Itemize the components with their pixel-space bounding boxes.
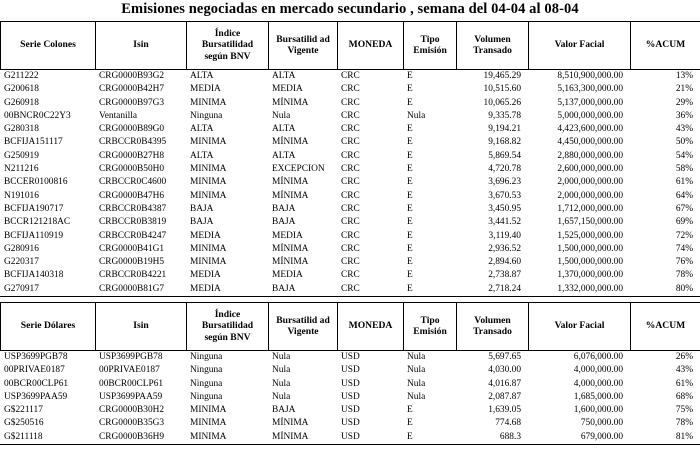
table-row — [1, 216, 700, 229]
cell-valor-facial: 5,000,000,000.00 — [557, 110, 623, 121]
column-header-moneda: MONEDA — [338, 21, 404, 69]
cell-bursatilidad-vigente: Nula — [272, 110, 291, 121]
cell-isin: USP3699PAA59 — [99, 391, 163, 402]
cell-serie: 00BCR00CLP61 — [4, 378, 69, 389]
table-row — [1, 110, 700, 123]
cell-tipo-emision: Nula — [407, 391, 426, 402]
cell-valor-facial: 6,076,000.00 — [573, 351, 623, 362]
cell-isin: USP3699PGB78 — [99, 351, 163, 362]
cell-isin: CRG0000B89G0 — [99, 124, 165, 135]
table-row — [1, 350, 700, 364]
cell-indice-bursatilidad: Ninguna — [190, 391, 223, 402]
cell-moneda: CRC — [341, 110, 360, 121]
cell-indice-bursatilidad: MINIMA — [190, 164, 227, 175]
cell-serie: G$211118 — [1, 431, 96, 445]
cell-volumen-transado: 3,119.40 — [488, 230, 521, 241]
cell-valor-facial: 5,163,300,000.00 — [557, 84, 623, 95]
cell-acum: 26% — [675, 351, 693, 362]
cell-bursatilidad-vigente: MEDIA — [272, 230, 303, 241]
cell-bursatilidad-vigente: ALTA — [272, 150, 296, 161]
cell-isin: CRG0000B42H7 — [99, 84, 165, 95]
cell-valor-facial: 4,450,000,000.00 — [557, 137, 623, 148]
cell-tipo-emision: E — [407, 84, 413, 95]
column-header-moneda: MONEDA — [338, 302, 404, 350]
cell-volumen-transado: 3,696.23 — [488, 177, 521, 188]
cell-acum: 68% — [675, 391, 693, 402]
cell-indice-bursatilidad: MEDIA — [187, 283, 269, 297]
cell-indice-bursatilidad: Ninguna — [190, 365, 223, 376]
table-body-dolares — [1, 350, 700, 444]
column-header-indice-bursatilidad: Índice Bursatilidad según BNV — [187, 21, 269, 69]
table-row — [1, 123, 700, 136]
cell-isin: CRG0000B19H5 — [99, 257, 165, 268]
cell-tipo-emision: E — [404, 283, 457, 297]
cell-volumen-transado: 19,465.29 — [483, 70, 521, 81]
cell-indice-bursatilidad: ALTA — [190, 124, 214, 135]
cell-bursatilidad-vigente: BAJA — [272, 217, 296, 228]
cell-tipo-emision: E — [407, 405, 413, 416]
cell-acum: 69% — [675, 217, 693, 228]
cell-isin: 00PRIVAE0187 — [99, 365, 160, 376]
cell-moneda: CRC — [341, 177, 360, 188]
table-row — [1, 97, 700, 110]
table-row — [1, 136, 700, 149]
cell-volumen-transado: 3,441.52 — [488, 217, 521, 228]
cell-tipo-emision: E — [407, 217, 413, 228]
column-header-volumen-transado: Volumen Transado — [457, 21, 529, 69]
cell-valor-facial: 679,000.00 — [529, 431, 631, 445]
cell-moneda: USD — [338, 431, 404, 445]
cell-moneda: CRC — [341, 243, 360, 254]
cell-serie: 00BNCR0C22Y3 — [4, 110, 71, 121]
cell-valor-facial: 1,712,000,000.00 — [557, 203, 623, 214]
cell-tipo-emision: Nula — [407, 110, 426, 121]
cell-bursatilidad-vigente: MÍNIMA — [272, 243, 309, 254]
cell-moneda: CRC — [341, 164, 360, 175]
cell-bursatilidad-vigente: Nula — [272, 351, 291, 362]
cell-tipo-emision: E — [407, 203, 413, 214]
cell-moneda: CRC — [341, 150, 360, 161]
cell-tipo-emision: E — [407, 190, 413, 201]
cell-bursatilidad-vigente: BAJA — [272, 405, 296, 416]
cell-moneda: CRC — [341, 97, 360, 108]
cell-isin: CRG0000B41G1 — [99, 243, 165, 254]
cell-indice-bursatilidad: MINIMA — [190, 190, 227, 201]
cell-isin: CRG0000B30H2 — [99, 405, 165, 416]
cell-tipo-emision: E — [407, 418, 413, 429]
cell-valor-facial: 1,657,150,000.00 — [557, 217, 623, 228]
cell-acum: 76% — [675, 257, 693, 268]
cell-tipo-emision: E — [407, 124, 413, 135]
cell-acum: 81% — [631, 431, 700, 445]
cell-volumen-transado: 9,335.78 — [488, 110, 521, 121]
cell-bursatilidad-vigente: MÍNIMA — [272, 137, 309, 148]
cell-volumen-transado: 10,515.60 — [483, 84, 521, 95]
cell-bursatilidad-vigente: MÍNIMA — [272, 97, 309, 108]
cell-serie: BCCER0100816 — [4, 177, 68, 188]
cell-volumen-transado: 9,194.21 — [488, 124, 521, 135]
cell-indice-bursatilidad: MINIMA — [190, 257, 227, 268]
column-header-serie-dolares: Serie Dólares — [1, 302, 96, 350]
cell-acum: 75% — [675, 405, 693, 416]
cell-moneda: CRC — [341, 230, 360, 241]
cell-tipo-emision: E — [407, 270, 413, 281]
table-colones — [0, 21, 700, 297]
column-header-volumen-transado: Volumen Transado — [457, 302, 529, 350]
cell-serie: BCFIJA190717 — [4, 203, 64, 214]
cell-volumen-transado: 3,450.95 — [488, 203, 521, 214]
page-title: Emisiones negociadas en mercado secundario , semana del 04-04 al 08-04 — [121, 1, 579, 17]
table-row — [1, 378, 700, 391]
cell-valor-facial: 2,880,000,000.00 — [557, 150, 623, 161]
table-row — [1, 163, 700, 176]
cell-acum: 29% — [675, 97, 693, 108]
cell-serie: USP3699PAA59 — [4, 391, 68, 402]
cell-valor-facial: 1,332,000,000.00 — [529, 283, 631, 297]
cell-indice-bursatilidad: BAJA — [190, 203, 214, 214]
cell-isin: CRBCCR0B3819 — [99, 217, 167, 228]
cell-valor-facial: 1,500,000,000.00 — [557, 257, 623, 268]
cell-serie: G270917 — [1, 283, 96, 297]
cell-valor-facial: 1,525,000,000.00 — [557, 230, 623, 241]
cell-bursatilidad-vigente: Nula — [272, 365, 291, 376]
cell-isin: CRG0000B93G2 — [99, 70, 165, 81]
cell-isin: CRBCCR0B4247 — [99, 230, 167, 241]
cell-volumen-transado: 774.68 — [495, 418, 521, 429]
cell-acum: 78% — [675, 418, 693, 429]
cell-serie: 00PRIVAE0187 — [4, 365, 65, 376]
cell-volumen-transado: 2,894.60 — [488, 257, 521, 268]
cell-serie: G260918 — [4, 97, 39, 108]
table-row — [1, 431, 700, 445]
cell-acum: 72% — [675, 230, 693, 241]
cell-volumen-transado: 9,168.82 — [488, 137, 521, 148]
cell-acum: 21% — [675, 84, 693, 95]
cell-tipo-emision: E — [407, 257, 413, 268]
cell-indice-bursatilidad: MINIMA — [190, 177, 227, 188]
cell-serie: G280318 — [4, 124, 39, 135]
cell-indice-bursatilidad: MINIMA — [190, 137, 227, 148]
cell-moneda: CRC — [341, 203, 360, 214]
cell-isin: 00BCR00CLP61 — [99, 378, 164, 389]
cell-tipo-emision: E — [407, 177, 413, 188]
cell-tipo-emision: E — [407, 164, 413, 175]
cell-tipo-emision: E — [407, 150, 413, 161]
cell-isin: CRBCCR0C4600 — [99, 177, 167, 188]
cell-volumen-transado: 4,030.00 — [488, 365, 521, 376]
cell-moneda: CRC — [341, 190, 360, 201]
cell-acum: 61% — [675, 177, 693, 188]
cell-moneda: CRC — [338, 283, 404, 297]
column-header-serie: Serie Colones — [1, 21, 96, 69]
cell-volumen-transado: 1,639.05 — [488, 405, 521, 416]
table-row — [1, 243, 700, 256]
cell-tipo-emision: E — [407, 137, 413, 148]
cell-valor-facial: 1,370,000,000.00 — [557, 270, 623, 281]
cell-valor-facial: 1,500,000,000.00 — [557, 243, 623, 254]
cell-isin: CRG0000B35G3 — [99, 418, 165, 429]
table-row — [1, 404, 700, 417]
cell-indice-bursatilidad: MEDIA — [190, 84, 221, 95]
table-row — [1, 230, 700, 243]
cell-bursatilidad-vigente: ALTA — [272, 124, 296, 135]
table-row — [1, 176, 700, 189]
cell-bursatilidad-vigente: BAJA — [269, 283, 338, 297]
cell-tipo-emision: Nula — [407, 365, 426, 376]
cell-indice-bursatilidad: MINIMA — [190, 243, 227, 254]
cell-indice-bursatilidad: MINIMA — [190, 418, 227, 429]
cell-tipo-emision: Nula — [407, 351, 426, 362]
column-header-acum: %ACUM — [631, 302, 700, 350]
cell-serie: G200618 — [4, 84, 39, 95]
column-header-valor-facial: Valor Facial — [529, 302, 631, 350]
cell-serie: BCFIJA140318 — [4, 270, 64, 281]
table-row — [1, 69, 700, 83]
cell-indice-bursatilidad: MINIMA — [190, 405, 227, 416]
cell-volumen-transado: 5,697.65 — [488, 351, 521, 362]
cell-serie: G280916 — [4, 243, 39, 254]
cell-valor-facial: 4,423,600,000.00 — [557, 124, 623, 135]
cell-isin: CRG0000B36H9 — [96, 431, 187, 445]
cell-serie: BCCR121218AC — [4, 217, 71, 228]
cell-isin: CRG0000B81G7 — [96, 283, 187, 297]
cell-acum: 50% — [675, 137, 693, 148]
table-dolares — [0, 302, 700, 445]
cell-volumen-transado: 688.3 — [457, 431, 529, 445]
cell-moneda: CRC — [341, 217, 360, 228]
cell-indice-bursatilidad: MEDIA — [190, 230, 221, 241]
cell-bursatilidad-vigente: MÍNIMA — [272, 418, 309, 429]
column-header-acum: %ACUM — [631, 21, 700, 69]
cell-serie: G220317 — [4, 257, 39, 268]
cell-indice-bursatilidad: ALTA — [190, 150, 214, 161]
table-row — [1, 417, 700, 430]
cell-serie: G$250516 — [4, 418, 44, 429]
table-row — [1, 364, 700, 377]
cell-volumen-transado: 3,670.53 — [488, 190, 521, 201]
cell-indice-bursatilidad: Ninguna — [190, 110, 223, 121]
cell-bursatilidad-vigente: MÍNIMA — [272, 177, 309, 188]
cell-valor-facial: 2,000,000,000.00 — [557, 177, 623, 188]
cell-moneda: CRC — [341, 137, 360, 148]
table-row — [1, 283, 700, 297]
cell-indice-bursatilidad: ALTA — [190, 70, 214, 81]
cell-valor-facial: 750,000.00 — [580, 418, 623, 429]
cell-serie: N191016 — [4, 190, 39, 201]
cell-volumen-transado: 4,016.87 — [488, 378, 521, 389]
cell-moneda: USD — [341, 365, 360, 376]
cell-acum: 74% — [675, 243, 693, 254]
cell-bursatilidad-vigente: ALTA — [272, 70, 296, 81]
cell-bursatilidad-vigente: MEDIA — [272, 84, 303, 95]
cell-acum: 80% — [631, 283, 700, 297]
cell-bursatilidad-vigente: EXCEPCION — [272, 164, 325, 175]
column-header-isin: Isin — [96, 21, 187, 69]
table-row — [1, 269, 700, 282]
table-header-row-dolares — [1, 302, 700, 350]
cell-acum: 64% — [675, 190, 693, 201]
cell-moneda: CRC — [341, 257, 360, 268]
cell-acum: 58% — [675, 164, 693, 175]
cell-indice-bursatilidad: Ninguna — [190, 351, 223, 362]
cell-moneda: CRC — [341, 84, 360, 95]
cell-moneda: CRC — [341, 270, 360, 281]
cell-isin: CRBCCR0B4387 — [99, 203, 167, 214]
cell-valor-facial: 8,510,900,000.00 — [557, 70, 623, 81]
cell-volumen-transado: 4,720.78 — [488, 164, 521, 175]
cell-isin: CRG0000B50H0 — [99, 164, 165, 175]
cell-valor-facial: 4,000,000.00 — [573, 378, 623, 389]
cell-serie: G250919 — [4, 150, 39, 161]
cell-indice-bursatilidad: MEDIA — [190, 270, 221, 281]
cell-tipo-emision: E — [407, 230, 413, 241]
cell-isin: CRG0000B27H8 — [99, 150, 165, 161]
cell-indice-bursatilidad: MINIMA — [190, 97, 227, 108]
cell-serie: G$221117 — [4, 405, 43, 416]
cell-valor-facial: 5,137,000,000.00 — [557, 97, 623, 108]
cell-isin: CRBCCR0B4221 — [99, 270, 167, 281]
cell-valor-facial: 1,600,000.00 — [573, 405, 623, 416]
table-row — [1, 203, 700, 216]
cell-acum: 61% — [675, 378, 693, 389]
cell-serie: BCFIJA151117 — [4, 137, 63, 148]
column-header-isin: Isin — [96, 302, 187, 350]
cell-acum: 54% — [675, 150, 693, 161]
column-header-tipo-emision: Tipo Emisión — [404, 21, 457, 69]
cell-volumen-transado: 10,065.26 — [483, 97, 521, 108]
cell-moneda: USD — [341, 418, 360, 429]
cell-bursatilidad-vigente: MÍNIMA — [272, 257, 309, 268]
cell-serie: USP3699PGB78 — [4, 351, 68, 362]
cell-bursatilidad-vigente: BAJA — [272, 203, 296, 214]
cell-moneda: CRC — [341, 70, 360, 81]
cell-serie: BCFIJA110919 — [4, 230, 64, 241]
cell-volumen-transado: 2,087.87 — [488, 391, 521, 402]
cell-moneda: USD — [341, 391, 360, 402]
cell-acum: 13% — [675, 70, 693, 81]
cell-tipo-emision: E — [407, 70, 413, 81]
cell-bursatilidad-vigente: Nula — [272, 378, 291, 389]
cell-valor-facial: 4,000,000.00 — [573, 365, 623, 376]
cell-acum: 67% — [675, 203, 693, 214]
cell-isin: CRBCCR0B4395 — [99, 137, 167, 148]
cell-volumen-transado: 5,869.54 — [488, 150, 521, 161]
cell-acum: 43% — [675, 365, 693, 376]
table-body-colones — [1, 69, 700, 296]
cell-volumen-transado: 2,718.24 — [457, 283, 529, 297]
table-header-row-colones — [1, 21, 700, 69]
cell-acum: 78% — [675, 270, 693, 281]
cell-bursatilidad-vigente: Nula — [272, 391, 291, 402]
table-row — [1, 190, 700, 203]
cell-valor-facial: 1,685,000.00 — [573, 391, 623, 402]
cell-serie: G211222 — [4, 70, 39, 81]
cell-tipo-emision: E — [404, 431, 457, 445]
cell-moneda: CRC — [341, 124, 360, 135]
cell-indice-bursatilidad: MINIMA — [187, 431, 269, 445]
cell-bursatilidad-vigente: MÍNIMA — [272, 190, 309, 201]
cell-bursatilidad-vigente: MEDIA — [272, 270, 303, 281]
cell-isin: Ventanilla — [99, 110, 138, 121]
cell-moneda: USD — [341, 351, 360, 362]
table-row — [1, 150, 700, 163]
table-row — [1, 391, 700, 404]
cell-acum: 36% — [675, 110, 693, 121]
cell-tipo-emision: E — [407, 97, 413, 108]
cell-volumen-transado: 2,936.52 — [488, 243, 521, 254]
column-header-tipo-emision: Tipo Emisión — [404, 302, 457, 350]
cell-acum: 43% — [675, 124, 693, 135]
cell-moneda: USD — [341, 405, 360, 416]
cell-isin: CRG0000B97G3 — [99, 97, 165, 108]
cell-volumen-transado: 2,738.87 — [488, 270, 521, 281]
table-row — [1, 83, 700, 96]
column-header-bursatilidad-vigente: Bursatilid ad Vigente — [269, 21, 338, 69]
cell-bursatilidad-vigente: MÍNIMA — [269, 431, 338, 445]
column-header-bursatilidad-vigente: Bursatilid ad Vigente — [269, 302, 338, 350]
cell-tipo-emision: E — [407, 243, 413, 254]
cell-isin: CRG0000B47H6 — [99, 190, 165, 201]
cell-indice-bursatilidad: BAJA — [190, 217, 214, 228]
cell-valor-facial: 2,000,000,000.00 — [557, 190, 623, 201]
cell-indice-bursatilidad: Ninguna — [190, 378, 223, 389]
cell-tipo-emision: Nula — [407, 378, 426, 389]
cell-valor-facial: 2,600,000,000.00 — [557, 164, 623, 175]
cell-serie: N211216 — [4, 164, 39, 175]
column-header-valor-facial: Valor Facial — [529, 21, 631, 69]
cell-moneda: USD — [341, 378, 360, 389]
column-header-indice-bursatilidad: Índice Bursatilidad según BNV — [187, 302, 269, 350]
table-row — [1, 256, 700, 269]
